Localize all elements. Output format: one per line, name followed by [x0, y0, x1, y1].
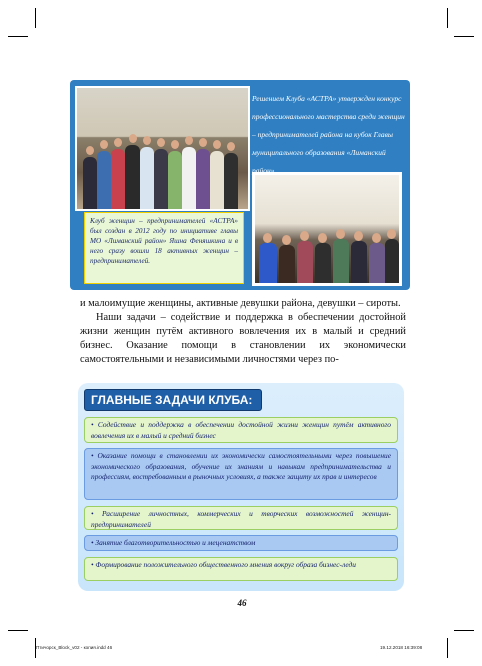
photo-figure-head	[263, 233, 272, 243]
photo-figure-head	[86, 146, 94, 155]
body-paragraph: и малоимущие женщины, активные девушки района, девушки – сироты.	[80, 298, 401, 309]
crop-mark	[447, 8, 448, 28]
task-item: • Содействие и поддержка в обеспечении достойной жизни женщин путём активного вовлечения их в малый и средний бизнес	[84, 417, 398, 443]
photo-figure	[182, 147, 196, 209]
photo-figure	[224, 153, 238, 209]
photo-figure	[210, 151, 224, 209]
photo-figure	[140, 147, 154, 209]
group-photo	[75, 86, 250, 211]
body-paragraph: Наши задачи – содействие и поддержка в обеспечении достойной жизни женщин путём активного вовлечения их в малый и средний бизнес. Оказание помощи в становлении их экономически самостоятельными и независимыми личностями через по-	[80, 312, 406, 365]
photo-figure-head	[300, 231, 309, 241]
photo-figure-head	[318, 233, 327, 243]
photo-figure-head	[372, 233, 381, 243]
photo-figure-head	[354, 231, 363, 241]
task-item: • Расширение личностных, коммерческих и творческих возможностей женщин-предпринимателей	[84, 506, 398, 530]
photo-figure	[196, 149, 210, 209]
photo-figure	[279, 245, 295, 283]
photo-figure-head	[157, 138, 165, 147]
photo-figure	[259, 243, 277, 283]
photo-figure	[125, 145, 140, 209]
task-item: • Оказание помощи в становлении их экономически самостоятельными через повышение экономического образования, обучение их знаниям и навыкам предпринимательства и профессиям, востребованным в рыночных условиях, а также защиту их прав и интересов	[84, 448, 398, 500]
footer-timestamp: 19.12.2018 16:39:08	[380, 645, 423, 650]
photo-figure	[168, 151, 182, 209]
crop-mark	[447, 638, 448, 658]
photo-figure-head	[129, 134, 137, 143]
crop-mark	[35, 8, 36, 28]
crop-mark	[454, 36, 474, 37]
photo-figure-head	[185, 136, 193, 145]
caption-club-founding: Клуб женщин – предпринимателей «АСТРА» был создан в 2012 году по инициативе главы МО «Лиманский район» Яшна Феняшкина и в него сразу вошли 18 активных женщин – предпринимателей.	[84, 212, 244, 284]
crop-mark	[8, 36, 28, 37]
photo-figure-head	[171, 140, 179, 149]
photo-figure	[83, 157, 97, 209]
tasks-title: ГЛАВНЫЕ ЗАДАЧИ КЛУБА:	[84, 389, 262, 411]
photo-figure-head	[100, 140, 108, 149]
photo-figure	[111, 149, 125, 209]
photo-figure-head	[114, 138, 122, 147]
photo-figure	[333, 239, 349, 283]
photo-figure-head	[143, 136, 151, 145]
task-item: • Занятие благотворительностью и меценатством	[84, 535, 398, 551]
crop-mark	[8, 630, 28, 631]
footer-filename: Птичорск_Block_v02 - копия.indd 46	[36, 645, 113, 650]
photo-figure	[154, 149, 168, 209]
crop-mark	[454, 630, 474, 631]
photo-figure-head	[336, 229, 345, 239]
photo-figure	[385, 239, 399, 283]
body-text	[80, 297, 406, 367]
task-item: • Формирование положительного общественного мнения вокруг образа бизнес-леди	[84, 557, 398, 581]
photo-figure	[315, 243, 331, 283]
photo-figure	[369, 243, 385, 283]
photo-figure-head	[199, 138, 207, 147]
page-number: 46	[237, 598, 247, 608]
photo-figure	[297, 241, 313, 283]
photo-figure-head	[387, 229, 396, 239]
photo-figure-head	[227, 142, 235, 151]
caption-contest: Решением Клуба «АСТРА» утвержден конкурс профессионального мастерства среди женщин – предпринимателей района на кубок Главы муниципального образования «Лиманский район»	[252, 94, 405, 175]
photo-figure-head	[213, 140, 221, 149]
meeting-photo	[252, 172, 402, 286]
photo-figure	[97, 151, 111, 209]
photo-figure	[351, 241, 367, 283]
photo-figure-head	[282, 235, 291, 245]
